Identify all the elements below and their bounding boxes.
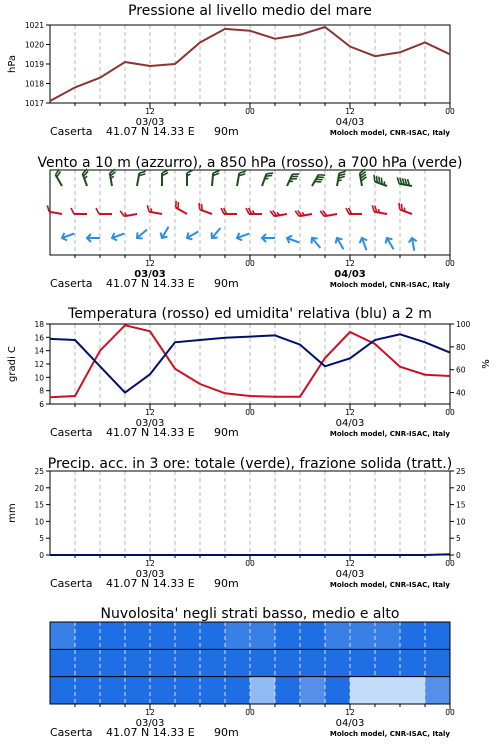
wind-barb [110,169,116,186]
panel-3 [7,306,492,439]
barb-flag [239,171,245,173]
cloud-cell [275,677,301,704]
y-tick-label: 16 [34,333,44,343]
barb-flag [378,209,379,213]
footer-coords: 41.07 N 14.33 E [106,726,195,739]
y-right-tick-label: 10 [456,517,466,527]
wind-barb [162,170,168,186]
panel-title: Precip. acc. in 3 ore: totale (verde), frazione solida (tratt.) [47,456,453,472]
cloud-cell [325,622,351,649]
cloud-cell [325,649,351,676]
cloud-cell [300,622,326,649]
x-tick-label: 12 [145,559,155,568]
cloud-cell [225,622,251,649]
wind-barb [262,234,275,242]
wind-barb [87,234,100,242]
panel-title: Temperatura (rosso) ed umidita' relativa (blu) a 2 m [68,306,432,322]
y-tick-label: 10 [34,517,44,527]
barb-flag [376,176,377,183]
cloud-cell [200,622,226,649]
wind-barb [295,210,312,216]
cloud-cell [375,622,401,649]
cloud-cell [100,677,126,704]
y-tick-label: 5 [39,534,44,544]
y-tick-label: 1017 [24,99,44,108]
x-tick-label: 12 [145,408,155,417]
cloud-cell [300,677,326,704]
date-label: 04/03 [335,569,365,580]
cloud-cell [375,677,401,704]
wind-barb [262,173,273,186]
y-right-tick-label: 60 [456,365,466,375]
cloud-cell [50,622,76,649]
date-label: 04/03 [335,418,365,429]
precip-line [50,554,450,555]
barb-flag [84,176,87,179]
cloud-cell [425,677,451,704]
panel-4 [7,456,466,590]
wind-barb [360,169,367,186]
wind-barb [47,205,62,214]
wind-barb [336,238,344,249]
footer-model: Moloch model, CNR-ISAC, Italy [329,581,450,589]
cloud-cell [200,649,226,676]
y-tick-label: 14 [34,346,44,356]
panel-5 [50,606,455,739]
y-right-tick-label: 0 [456,551,461,560]
panel-title: Pressione al livello medio del mare [128,3,372,19]
wind-barb [237,171,246,186]
y-tick-label: 1018 [24,79,44,89]
y-tick-label: 8 [39,386,44,396]
cloud-cell [150,622,176,649]
cloud-cell [50,649,76,676]
wind-barb [372,205,387,214]
footer-model: Moloch model, CNR-ISAC, Italy [329,430,450,438]
footer-altitude: 90m [214,577,239,590]
panel-title: Nuvolosita' negli strati basso, medio e alto [100,606,400,622]
footer-location: Caserta [50,125,93,138]
x-tick-label: 12 [145,259,155,268]
wind-barb [212,228,221,238]
footer-altitude: 90m [214,277,239,290]
wind-barb [137,230,147,239]
wind-barb [62,233,74,241]
x-tick-label: 00 [245,259,255,268]
wind-barb [386,238,394,249]
x-tick-label: 00 [445,107,455,116]
panel-title: Vento a 10 m (azzurro), a 850 hPa (rosso), a 700 hPa (verde) [37,155,463,171]
y-axis-label: mm [7,503,18,523]
date-label: 03/03 [135,718,165,729]
wind-barb [161,227,169,238]
barb-shaft [212,228,220,238]
wind-barb [187,170,193,186]
barb-flag [401,204,402,211]
y-right-tick-label: 40 [456,388,466,398]
x-tick-label: 00 [445,259,455,268]
cloud-cell [325,677,351,704]
y-tick-label: 20 [34,483,44,493]
wind-barb [96,208,112,214]
date-label: 03/03 [135,117,165,128]
barb-flag [266,175,273,176]
barb-flag [96,208,99,214]
barb-flag [397,177,399,183]
cloud-cell [250,649,276,676]
cloud-cell [125,649,151,676]
y-right-tick-label: 80 [456,342,466,352]
footer-altitude: 90m [214,426,239,439]
wind-barb [270,210,287,216]
cloud-cell [100,622,126,649]
cloud-cell [350,622,376,649]
x-tick-label: 00 [445,408,455,417]
wind-barb [221,208,237,214]
wind-barb [287,174,299,186]
panel-1 [7,3,455,138]
footer-coords: 41.07 N 14.33 E [106,426,195,439]
wind-barb [399,203,412,214]
barb-flag [47,205,49,211]
y-tick-label: 1020 [24,40,44,50]
date-label: 04/03 [334,269,366,280]
x-tick-label: 12 [145,107,155,116]
wind-barb [312,238,321,248]
wind-barb [360,238,368,250]
y-right-tick-label: 20 [456,483,466,493]
footer-coords: 41.07 N 14.33 E [106,277,195,290]
barb-flag [71,208,74,214]
cloud-cell [275,649,301,676]
y-right-tick-label: 25 [456,467,466,476]
wind-barb [397,177,412,186]
cloud-cell [175,677,201,704]
footer-model: Moloch model, CNR-ISAC, Italy [329,730,450,738]
cloud-cell [250,622,276,649]
footer-altitude: 90m [214,125,239,138]
y-tick-label: 6 [39,400,44,409]
x-tick-label: 00 [245,559,255,568]
wind-barb [237,233,249,241]
date-label: 04/03 [335,718,365,729]
y-axis-label: gradi C [7,346,18,382]
x-tick-label: 12 [345,408,355,417]
x-tick-label: 00 [245,408,255,417]
y-right-tick-label: 15 [456,500,466,510]
barb-flag [374,175,375,182]
barb-flag [339,171,345,173]
barb-shaft [312,238,320,248]
barb-shaft [49,212,62,214]
footer-altitude: 90m [214,726,239,739]
y-tick-label: 1019 [24,60,44,69]
wind-barb [312,175,325,186]
x-tick-label: 12 [145,708,155,717]
cloud-cell [75,677,101,704]
x-tick-label: 12 [345,107,355,116]
cloud-cell [275,622,301,649]
cloud-cell [75,649,101,676]
wind-barb [374,175,387,186]
cloud-cell [175,649,201,676]
barb-flag [399,203,400,210]
wind-barb [120,211,137,216]
wind-barb [56,169,63,186]
cloud-cell [225,677,251,704]
barb-flag [372,205,374,211]
y-tick-label: 1021 [24,21,44,30]
y-tick-label: 18 [34,320,44,329]
barb-flag [147,205,149,211]
footer-location: Caserta [50,426,93,439]
cloud-cell [400,622,426,649]
y-right-axis-label: % [481,359,492,369]
cloud-cell [175,622,201,649]
cloud-cell [225,649,251,676]
footer-location: Caserta [50,726,93,739]
cloud-cell [50,677,76,704]
wind-barb [346,208,362,214]
cloud-cell [425,649,451,676]
barb-flag [120,211,124,216]
barb-flag [139,171,145,173]
y-tick-label: 15 [34,500,44,510]
footer-model: Moloch model, CNR-ISAC, Italy [329,129,450,137]
cloud-cell [400,677,426,704]
wind-barb [137,171,146,186]
y-axis-label: hPa [7,54,18,74]
cloud-cell [250,677,276,704]
cloud-cell [200,677,226,704]
panel-2 [37,155,462,290]
wind-barb [287,236,299,244]
cloud-cell [100,649,126,676]
wind-barb [409,238,417,251]
barb-flag [201,204,202,211]
barb-shaft [137,230,147,238]
y-tick-label: 12 [34,360,44,369]
cloud-cell [350,649,376,676]
footer-coords: 41.07 N 14.33 E [106,125,195,138]
cloud-cell [150,649,176,676]
barb-flag [379,177,380,184]
footer-location: Caserta [50,277,93,290]
y-right-tick-label: 5 [456,534,461,544]
cloud-cell [375,649,401,676]
x-tick-label: 00 [445,708,455,717]
barb-flag [151,208,152,212]
wind-barb [320,210,337,216]
date-label: 03/03 [134,269,166,280]
x-tick-label: 12 [345,708,355,717]
cloud-cell [125,622,151,649]
wind-barb [212,171,219,186]
y-tick-label: 10 [34,373,44,383]
wind-barb [187,232,198,240]
barb-flag [266,173,273,174]
footer-model: Moloch model, CNR-ISAC, Italy [329,281,450,289]
wind-barb [112,233,124,241]
barb-flag [199,203,200,210]
cloud-cell [350,677,376,704]
wind-barb [246,208,262,214]
wind-barb [83,169,89,186]
date-label: 04/03 [335,117,365,128]
barb-flag [338,180,342,181]
cloud-cell [400,649,426,676]
wind-barb [199,203,212,214]
y-tick-label: 0 [39,551,44,560]
y-tick-label: 25 [34,467,44,476]
cloud-cell [150,677,176,704]
cloud-cell [75,622,101,649]
wind-barb [71,208,87,214]
x-tick-label: 12 [345,259,355,268]
x-tick-label: 00 [245,107,255,116]
x-tick-label: 00 [245,708,255,717]
wind-barb [337,171,346,186]
wind-barb [147,205,162,214]
date-label: 03/03 [135,569,165,580]
wind-barb [176,201,187,214]
y-right-tick-label: 100 [456,320,471,329]
x-tick-label: 12 [345,559,355,568]
barb-flag [381,178,382,185]
footer-location: Caserta [50,577,93,590]
cloud-cell [125,677,151,704]
date-label: 03/03 [135,418,165,429]
footer-coords: 41.07 N 14.33 E [106,577,195,590]
x-tick-label: 00 [445,559,455,568]
cloud-cell [300,649,326,676]
cloud-cell [425,622,451,649]
